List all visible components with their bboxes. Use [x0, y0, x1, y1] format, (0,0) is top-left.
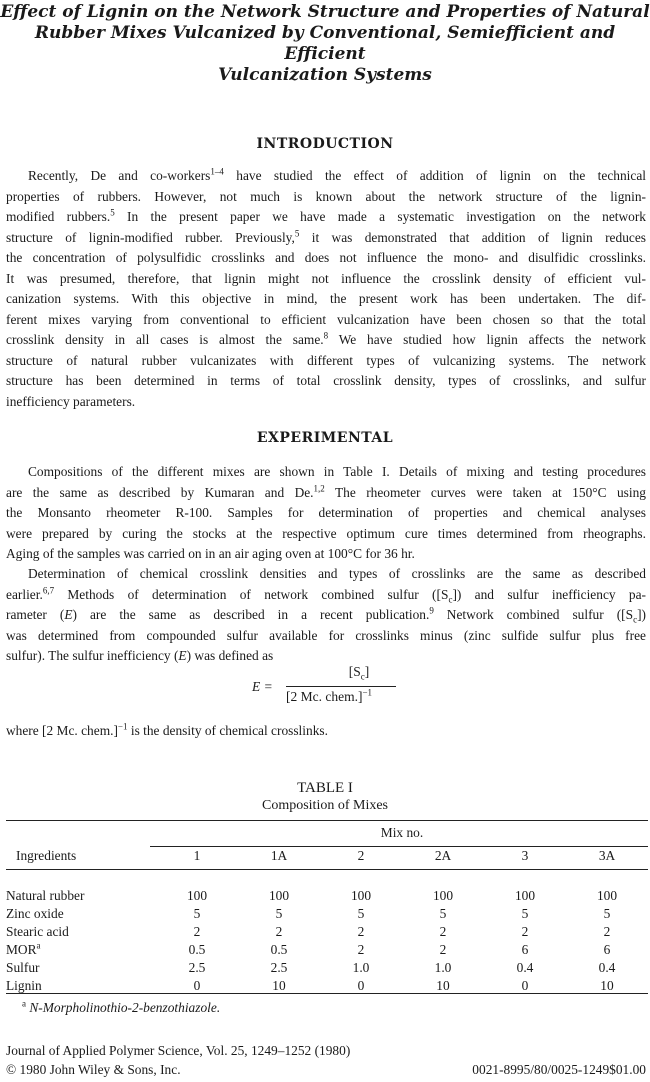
introduction-paragraph	[6, 166, 646, 412]
ingredients-header: Ingredients	[16, 848, 77, 863]
title-line: Effect of Lignin on the Network Structure and Properties of Natural	[0, 2, 650, 22]
text-line: ferent mixes varying from conventional to efficient vulcanization have been chosen so that the total	[6, 311, 646, 327]
column-header: 2	[357, 848, 365, 863]
experimental-paragraph-1	[6, 462, 646, 565]
text-line: sulfur). The sulfur inefficiency (E) was defined as	[6, 648, 274, 663]
text-line: was determined from compounded sulfur available for crosslinks minus (zinc sulfide sulfur plus free	[6, 627, 646, 643]
text-line: Recently, De and co-workers$^{1-4}$ have studied the effect of addition of lignin on the technical	[28, 166, 647, 183]
table-top-rule	[6, 820, 648, 821]
text-line: inefficiency parameters.	[6, 393, 136, 409]
column-header: 2A	[434, 848, 452, 863]
copyright-line: © 1980 John Wiley & Sons, Inc.	[6, 1062, 181, 1077]
journal-citation: Journal of Applied Polymer Science, Vol. 25, 1249–1252 (1980)	[6, 1043, 351, 1058]
table-footnote: $^a$ N-Morpholinothio-2-benzothiazole.	[22, 998, 221, 1015]
text-line: the concentration of polysulfidic crosslinks and does not influence the mono- and disulfidic crosslinks.	[6, 250, 646, 265]
text-line: crosslink density in all cases is almost the same.$^8$ We have studied how lignin affects the network	[6, 330, 646, 347]
introduction-heading: INTRODUCTION	[256, 136, 394, 152]
equation-denominator: [2 Mc. chem.]$^{-1}$	[286, 687, 373, 704]
experimental-paragraph-2	[6, 564, 646, 667]
table-row	[6, 843, 648, 869]
composition-table	[6, 823, 648, 995]
table-row: Zinc oxide 5 5 5 5 5 5	[6, 906, 611, 921]
table-row: Sulfur 2.5 2.5 1.0 1.0 0.4 0.4	[6, 960, 616, 975]
text-line: properties of rubbers. However, not much is known about the network structure of the lignin-	[6, 188, 646, 204]
equation-lhs: E =	[252, 679, 273, 694]
table-row: Stearic acid 2 2 2 2 2 2	[6, 924, 611, 939]
fraction-bar	[286, 686, 396, 687]
text-line: structure of natural rubber vulcanizates with different types of vulcanizing systems. The network	[6, 352, 646, 368]
text-line: are the same as described by Kumaran and De.$^{1,2}$ The rheometer curves were taken at 150°C using	[6, 483, 646, 500]
column-header: 1	[193, 848, 201, 863]
table-caption: Composition of Mixes	[261, 798, 388, 813]
table-row: MOR$^a$ 0.5 0.5 2 2 6 6	[6, 940, 611, 957]
column-header: 3	[521, 848, 529, 863]
text-line: structure has been determined in terms of total crosslink density, types of crosslinks, and sulfur	[6, 373, 646, 388]
text-line: structure of lignin-modified rubber. Previously,$^5$ it was demonstrated that addition of lignin reduces	[6, 228, 646, 245]
text-line: Determination of chemical crosslink densities and types of crosslinks are the same as described	[28, 566, 646, 581]
title-line: Vulcanization Systems	[218, 65, 432, 85]
table-label: TABLE I	[297, 780, 353, 796]
experimental-heading: EXPERIMENTAL	[256, 430, 394, 446]
text-line: were prepared by curing the stocks at the respective optimum cure times determined from rheographs.	[6, 525, 646, 541]
equation-numerator: $[S_c]$	[348, 664, 370, 682]
text-line: Compositions of the different mixes are shown in Table I. Details of mixing and testing procedures	[28, 464, 646, 479]
mix-no-header: Mix no.	[380, 825, 424, 840]
text-line: canization systems. With this objective in mind, the present work has been undertaken. The dif-	[6, 291, 646, 306]
table-row: Natural rubber 100 100 100 100 100 100	[6, 888, 618, 903]
column-header: 3A	[598, 848, 616, 863]
text-line: It was presumed, therefore, that lignin might not influence the crosslink density of efficient vul-	[6, 270, 646, 286]
column-header: 1A	[270, 848, 288, 863]
after-equation-text	[6, 721, 646, 742]
title-line: Rubber Mixes Vulcanized by Conventional, Semiefficient and Efficient	[34, 23, 616, 64]
text-line: earlier.$^{6,7}$ Methods of determination of network combined sulfur $([S_c])$ and sulfur inefficiency pa-	[6, 585, 646, 605]
paper-title	[0, 2, 650, 86]
table-row	[6, 823, 648, 843]
text-line: where [2 Mc. chem.]$^{-1}$ is the density of chemical crosslinks.	[6, 721, 328, 738]
text-line: Aging of the samples was carried on in an air aging oven at 100°C for 36 hr.	[6, 546, 415, 561]
text-line: the Monsanto rheometer R-100. Samples for determination of properties and chemical analyses	[6, 505, 646, 520]
text-line: modified rubbers.$^5$ In the present paper we have made a systematic investigation on the network	[6, 207, 646, 224]
table-row: Lignin 0 10 0 10 0 10	[6, 978, 614, 993]
article-code: 0021-8995/80/0025-1249$01.00	[472, 1062, 646, 1077]
text-line: rameter (E) are the same as described in a recent publication.$^9$ Network combined sulfur $([S_c])$	[6, 605, 646, 625]
